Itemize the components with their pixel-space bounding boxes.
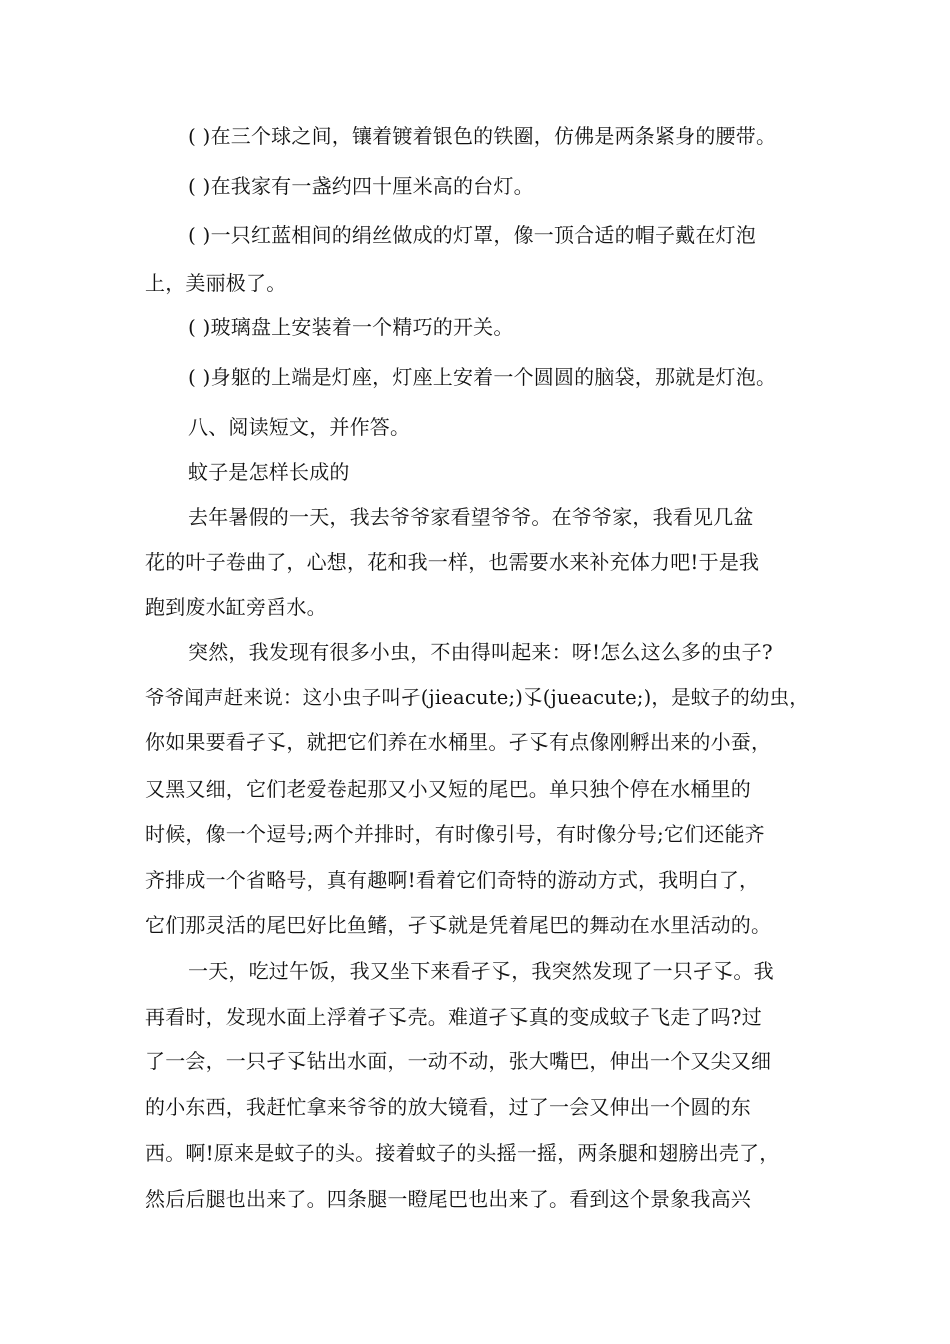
paragraph-line: 你如果要看孑孓，就把它们养在水桶里。孑孓有点像刚孵出来的小蚕， bbox=[145, 730, 772, 754]
paragraph-line: 了一会，一只孑孓钻出水面，一动不动，张大嘴巴，伸出一个又尖又细 bbox=[145, 1049, 772, 1073]
passage-title: 蚊子是怎样长成的 bbox=[188, 460, 350, 484]
option-line-1: ( )在三个球之间，镶着镀着银色的铁圈，仿佛是两条紧身的腰带。 bbox=[188, 124, 777, 148]
paragraph-line: 又黑又细，它们老爱卷起那又小又短的尾巴。单只独个停在水桶里的 bbox=[145, 777, 751, 801]
paragraph-line: 它们那灵活的尾巴好比鱼鳍，孑孓就是凭着尾巴的舞动在水里活动的。 bbox=[145, 913, 772, 937]
paragraph-line: 西。啊!原来是蚊子的头。接着蚊子的头摇一摇，两条腿和翅膀出壳了， bbox=[145, 1141, 780, 1165]
paragraph-line: 突然，我发现有很多小虫，不由得叫起来：呀!怎么这么多的虫子? bbox=[188, 640, 773, 664]
paragraph-line: 再看时，发现水面上浮着孑孓壳。难道孑孓真的变成蚊子飞走了吗?过 bbox=[145, 1005, 762, 1029]
section-heading: 八、阅读短文，并作答。 bbox=[188, 415, 411, 439]
paragraph-line: 去年暑假的一天，我去爷爷家看望爷爷。在爷爷家，我看见几盆 bbox=[188, 505, 754, 529]
paragraph-line: 花的叶子卷曲了，心想，花和我一样，也需要水来补充体力吧!于是我 bbox=[145, 550, 760, 574]
paragraph-line: 一天，吃过午饭，我又坐下来看孑孓，我突然发现了一只孑孓。我 bbox=[188, 959, 774, 983]
paragraph-line: 然后后腿也出来了。四条腿一瞪尾巴也出来了。看到这个景象我高兴 bbox=[145, 1187, 751, 1211]
paragraph-line: 齐排成一个省略号，真有趣啊!看着它们奇特的游动方式，我明白了， bbox=[145, 868, 760, 892]
option-line-4: ( )玻璃盘上安装着一个精巧的开关。 bbox=[188, 315, 514, 339]
paragraph-line: 爷爷闻声赶来说：这小虫子叫孑(jieacute;)孓(jueacute;)，是蚊子的幼虫， bbox=[145, 686, 810, 709]
paragraph-line: 的小东西，我赶忙拿来爷爷的放大镜看，过了一会又伸出一个圆的东 bbox=[145, 1095, 751, 1119]
option-line-3: ( )一只红蓝相间的绢丝做成的灯罩，像一顶合适的帽子戴在灯泡 bbox=[188, 223, 756, 247]
option-line-2: ( )在我家有一盏约四十厘米高的台灯。 bbox=[188, 174, 534, 198]
paragraph-line: 跑到废水缸旁舀水。 bbox=[145, 595, 327, 619]
paragraph-line: 时候，像一个逗号;两个并排时，有时像引号，有时像分号;它们还能齐 bbox=[145, 822, 765, 846]
option-line-5: ( )身躯的上端是灯座，灯座上安着一个圆圆的脑袋，那就是灯泡。 bbox=[188, 365, 777, 389]
option-line-3-continued: 上，美丽极了。 bbox=[145, 271, 287, 295]
